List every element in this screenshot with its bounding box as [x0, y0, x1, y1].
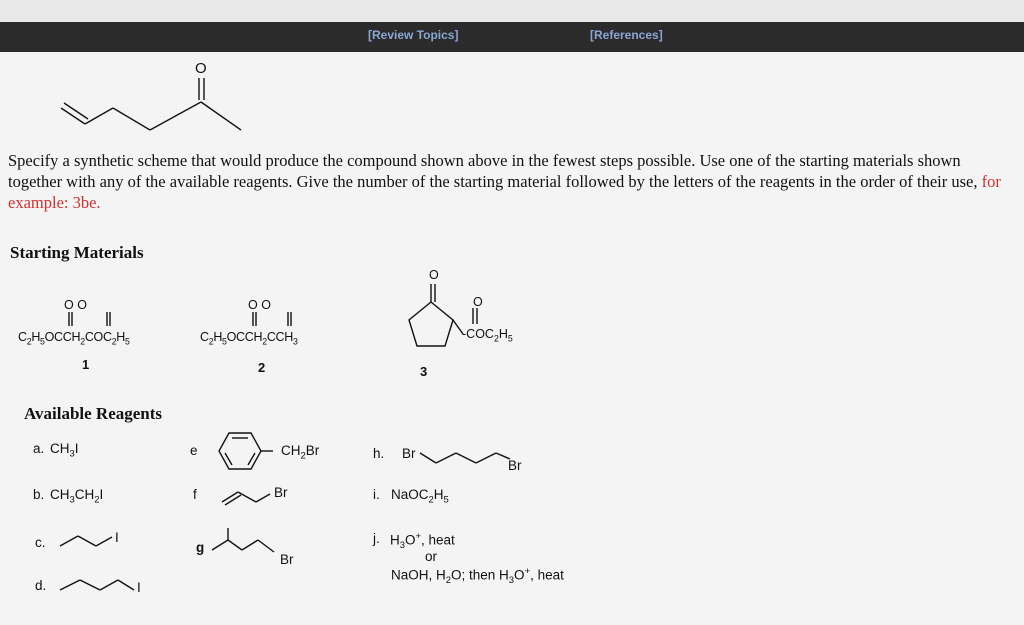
- reagent-a-letter[interactable]: a.: [33, 441, 45, 456]
- instructions-example: for example: 3be.: [8, 172, 1001, 212]
- reagent-a-formula: $CH_3I$: [50, 441, 79, 460]
- reagent-j-or: or: [425, 549, 438, 564]
- instructions-body: Specify a synthetic scheme that would produce the compound shown above in the fewest steps possible. Use one of the starting materials shown together with any of the available reagents. Give the number of the starting material followed by the letters of the reagents in the order of their use,: [8, 151, 982, 191]
- sm1-number[interactable]: 1: [82, 357, 90, 372]
- available-reagents-heading: Available Reagents: [24, 404, 163, 423]
- sm3-ester-oxygen: O: [473, 295, 483, 309]
- target-oxygen-label: O: [195, 60, 207, 77]
- reagent-j-letter[interactable]: j.: [373, 531, 380, 546]
- reagent-c-iodine: I: [115, 530, 119, 545]
- reagent-i-formula: $NaOC_2H_5$: [391, 487, 449, 506]
- sm3-number[interactable]: 3: [420, 364, 428, 379]
- reagent-b-letter[interactable]: b.: [33, 487, 45, 502]
- reagent-f-bromine: Br: [274, 485, 288, 500]
- reagent-c-structure: [60, 532, 120, 552]
- sm3-ester-formula: $-COC_2H_5$: [462, 327, 513, 344]
- reagent-e-letter[interactable]: e: [190, 443, 198, 458]
- reagent-c-letter[interactable]: c.: [35, 535, 46, 550]
- reagent-j-line1: $H_3O^+$, heat: [390, 531, 455, 552]
- reagent-d-iodine: I: [137, 580, 141, 595]
- reagent-i-letter[interactable]: i.: [373, 487, 380, 502]
- target-molecule: [55, 58, 255, 148]
- reagent-h-letter[interactable]: h.: [373, 446, 385, 461]
- sm1-formula: $C_2H_5OCCH_2COC_2H_5$: [18, 330, 130, 347]
- reagent-b-formula: $CH_3CH_2I$: [50, 487, 104, 506]
- references-link[interactable]: [References]: [590, 28, 663, 42]
- reagent-g-letter[interactable]: g: [196, 540, 205, 555]
- reagent-h-bromine-right: Br: [508, 458, 522, 473]
- reagent-g-bromine: Br: [280, 552, 294, 567]
- starting-materials-heading: Starting Materials: [10, 243, 144, 262]
- sm2-double-bonds: [250, 312, 330, 332]
- sm1-carbonyl-oxygens: O O: [64, 298, 87, 312]
- window-frame: [0, 0, 1024, 22]
- sm1-double-bonds: [66, 312, 146, 332]
- reagent-h-bromine-left: Br: [402, 446, 416, 461]
- sm2-carbonyl-oxygens: O O: [248, 298, 271, 312]
- reagent-e-formula: $CH_2Br$: [281, 443, 320, 462]
- reagent-h-structure: [420, 447, 520, 471]
- sm2-formula: $C_2H_5OCCH_2CCH_3$: [200, 330, 298, 347]
- reagent-d-letter[interactable]: d.: [35, 578, 47, 593]
- sm3-ring-oxygen: O: [429, 268, 439, 282]
- reagent-e-benzene-ring: [215, 427, 275, 477]
- reagent-f-letter[interactable]: f: [193, 487, 197, 502]
- reagent-f-structure: [220, 490, 280, 510]
- review-topics-link[interactable]: [Review Topics]: [368, 28, 459, 42]
- top-toolbar: [0, 22, 1024, 52]
- sm2-number[interactable]: 2: [258, 360, 266, 375]
- reagent-j-line2: NaOH, $H_2O$; then $H_3O^+$, heat: [391, 566, 564, 587]
- question-text: [8, 150, 1008, 213]
